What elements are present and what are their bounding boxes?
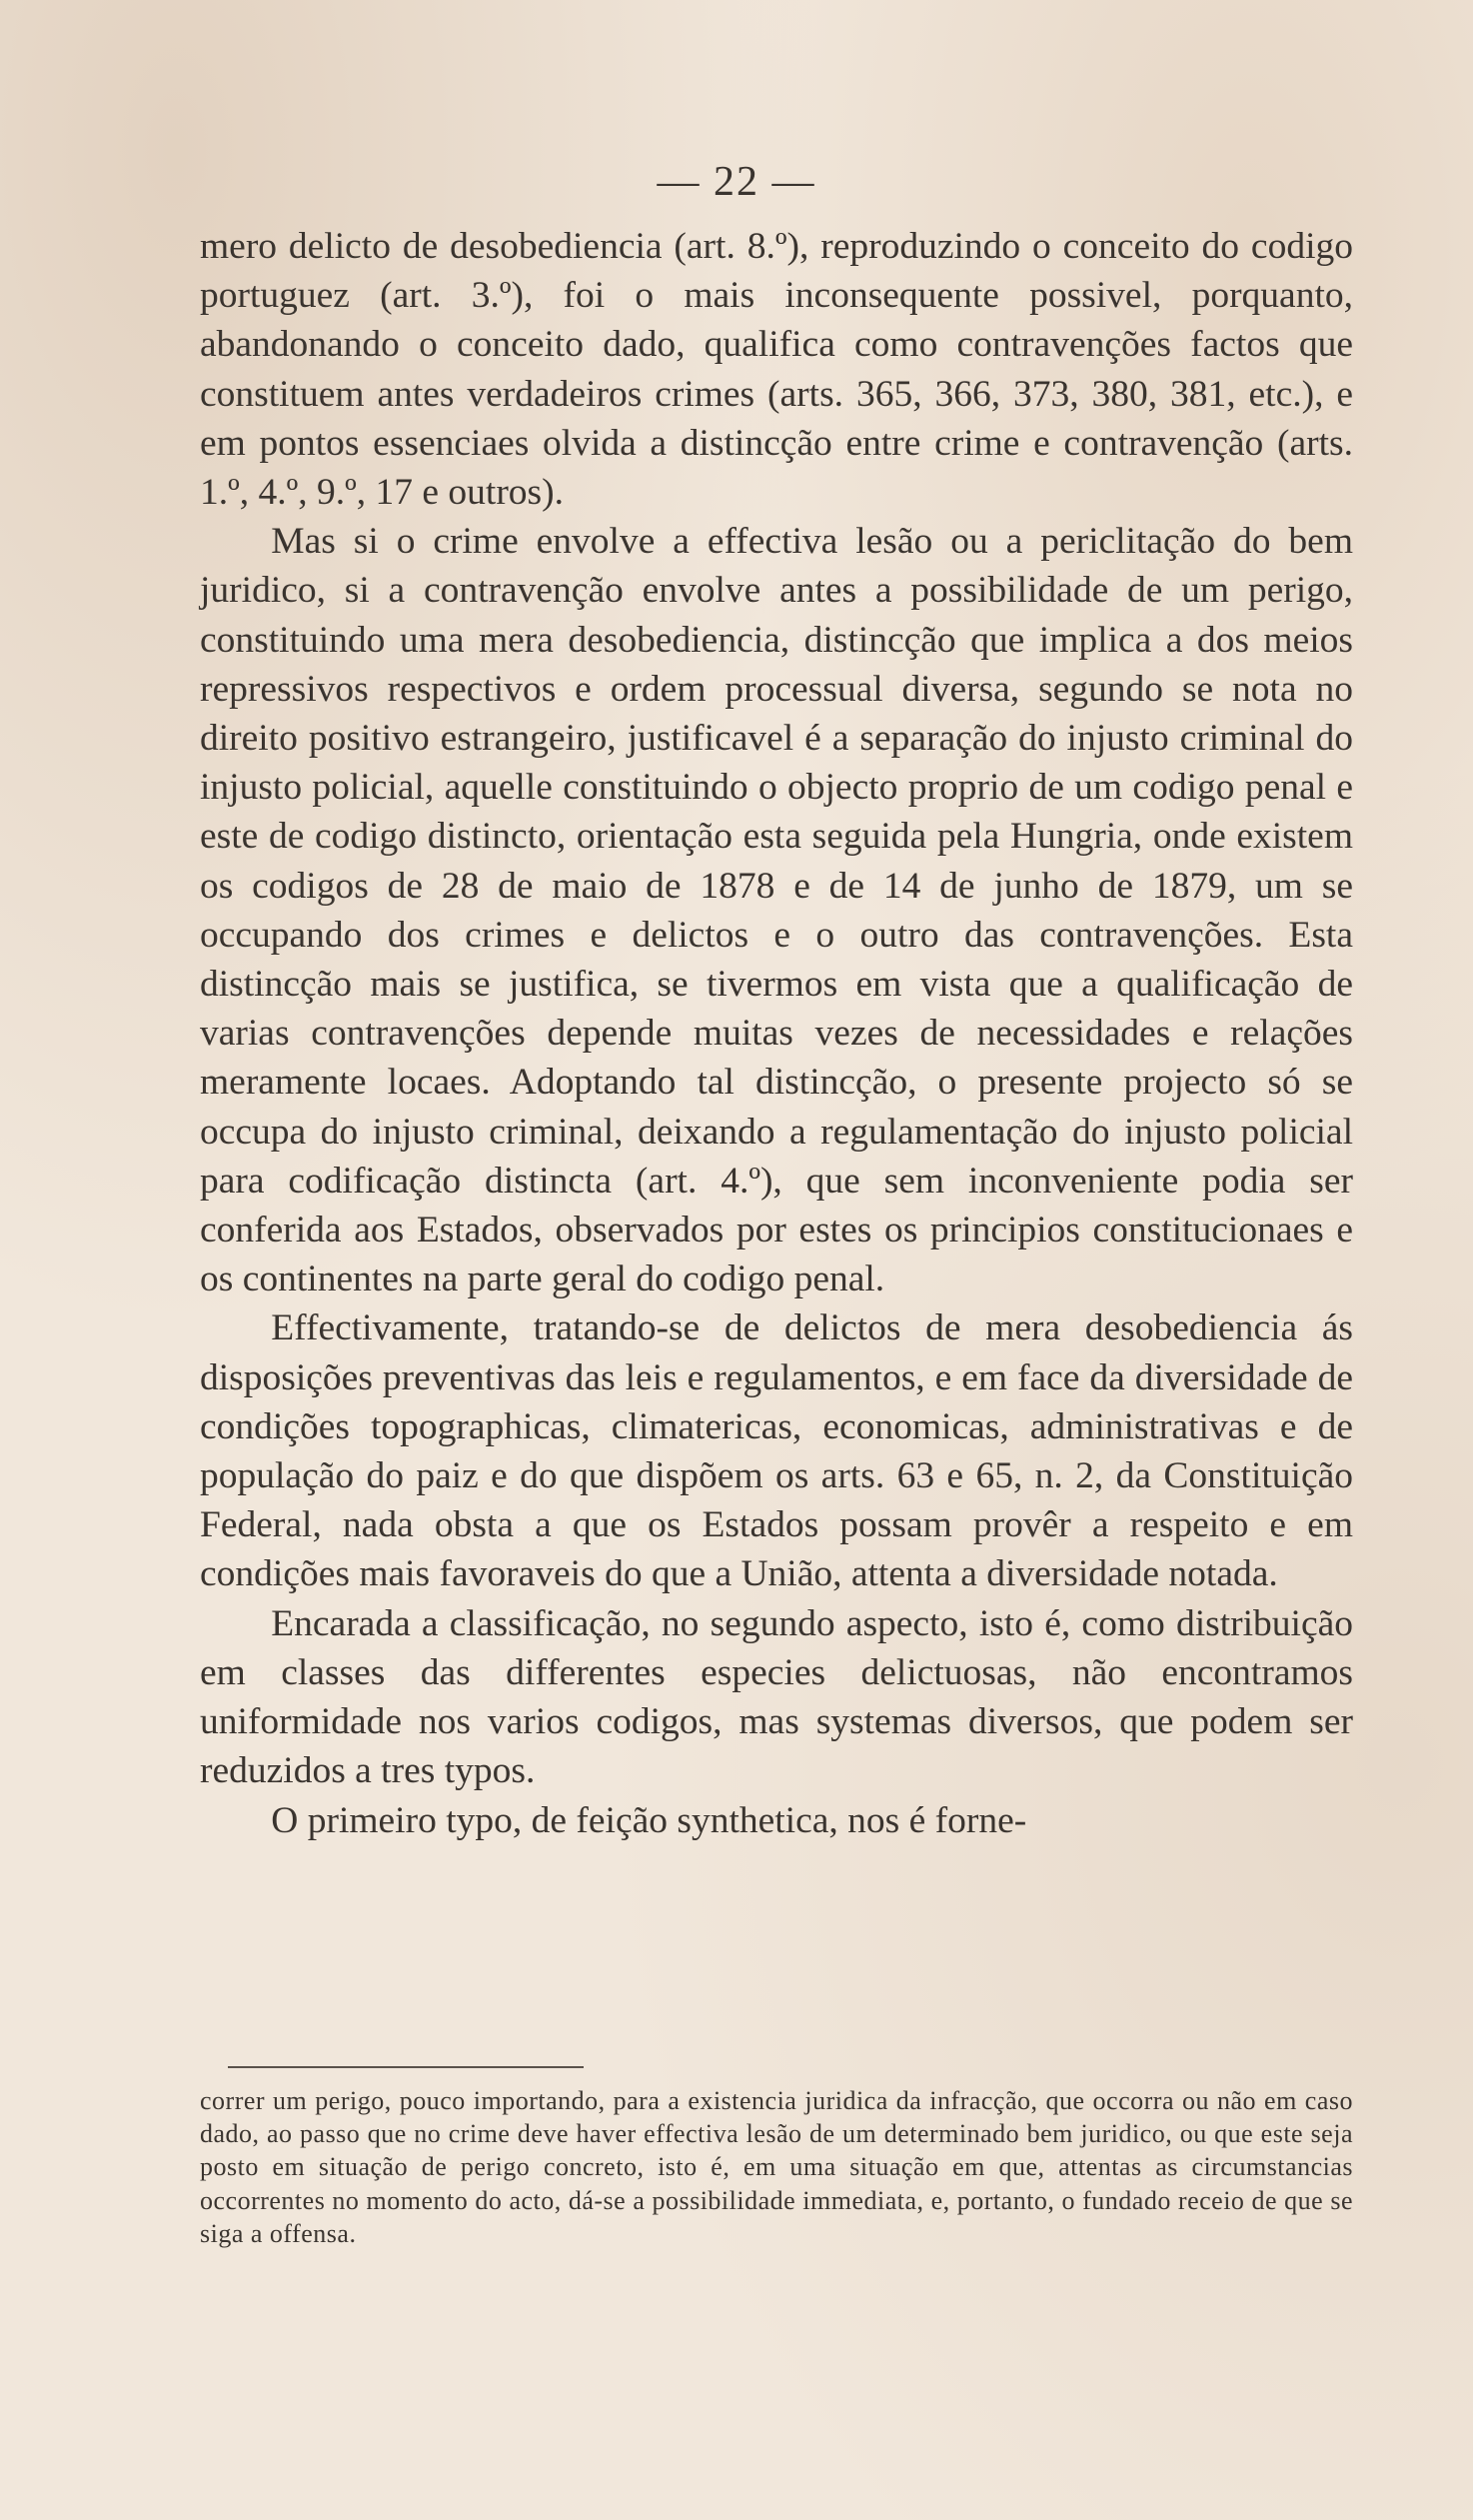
footnote-text: correr um perigo, pouco importando, para a existencia juridica da infracção, que occorra ou não em caso dado, ao passo que no crime deve haver effectiva lesão de um determinado bem juridico, ou que este seja posto em situação de perigo concreto, isto é, em uma situação em que, attentas as circumstancias occorrentes no momento do acto, dá-se a possibilidade immediata, e, portanto, o fundado receio de que se siga a offensa. (200, 2086, 1353, 2248)
paragraph-1: mero delicto de desobediencia (art. 8.º), reproduzindo o conceito do codigo portuguez (art. 3.º), foi o mais inconsequente possivel, porquanto, abandonando o conceito dado, qualifica como contravenções factos que constituem antes verdadeiros crimes (arts. 365, 366, 373, 380, 381, etc.), e em pontos essenciaes olvida a distincção entre crime e contravenção (arts. 1.º, 4.º, 9.º, 17 e outros). (200, 226, 1353, 514)
footnote-rule (228, 2066, 584, 2068)
main-text (200, 222, 1353, 1845)
paragraph-2: Mas si o crime envolve a effectiva lesão ou a periclitação do bem juridico, si a contravenção envolve antes a possibilidade de um perigo, constituindo uma mera desobediencia, distincção que implica a dos meios repressivos respectivos e ordem processual diversa, segundo se nota no direito positivo estrangeiro, justificavel é a separação do injusto criminal do injusto policial, aquelle constituindo o objecto proprio de um codigo penal e este de codigo distincto, orientação esta seguida pela Hungria, onde existem os codigos de 28 de maio de 1878 e de 14 de junho de 1879, um se occupando dos crimes e delictos e o outro das contravenções. Esta distincção mais se justifica, se tivermos em vista que a qualificação de varias contravenções depende muitas vezes de necessidades e relações meramente locaes. Adoptando tal distincção, o presente projecto só se occupa do injusto criminal, deixando a regulamentação do injusto policial para codificação distincta (art. 4.º), que sem inconveniente podia ser conferida aos Estados, observados por estes os principios constitucionaes e os continentes na parte geral do codigo penal. (200, 521, 1353, 1300)
paragraph-5: O primeiro typo, de feição synthetica, nos é forne- (271, 1799, 1027, 1841)
footnote (200, 2084, 1353, 2250)
page-number: — 22 — (657, 159, 816, 205)
paragraph-4: Encarada a classificação, no segundo aspecto, isto é, como distribuição em classes das differentes especies delictuosas, não encontramos uniformidade nos varios codigos, mas systemas diversos, que podem ser reduzidos a tres typos. (200, 1602, 1353, 1792)
paragraph-3: Effectivamente, tratando-se de delictos de mera desobediencia ás disposições preventivas das leis e regulamentos, e em face da diversidade de condições topographicas, climatericas, economicas, administrativas e de população do paiz e do que dispõem os arts. 63 e 65, n. 2, da Constituição Federal, nada obsta a que os Estados possam provêr a respeito e em condições mais favoraveis do que a União, attenta a diversidade notada. (200, 1307, 1353, 1595)
